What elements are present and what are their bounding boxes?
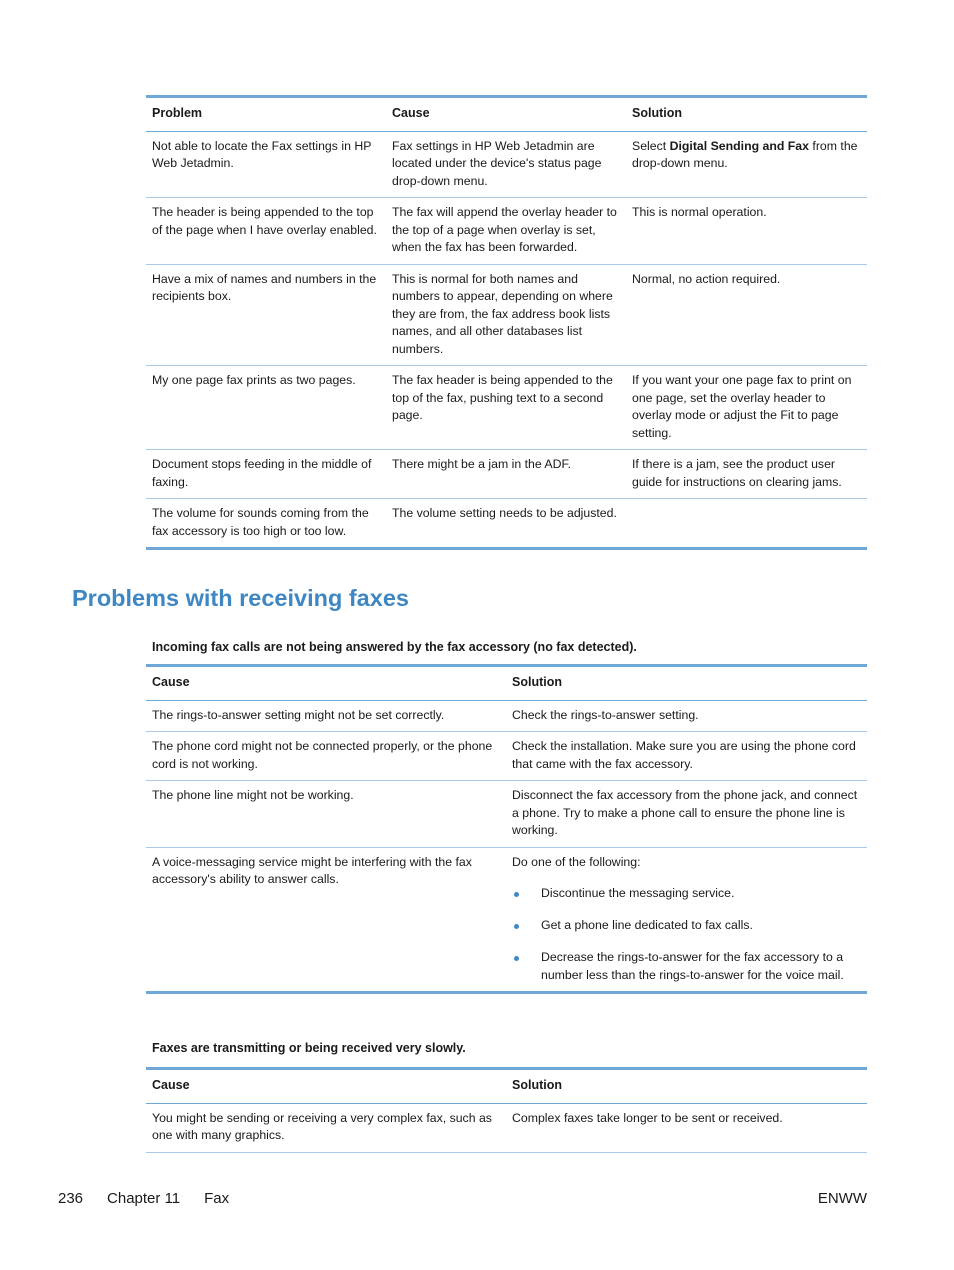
slow-fax-table xyxy=(146,1067,867,1153)
table-row xyxy=(146,450,867,499)
table-row xyxy=(146,847,867,993)
solution-bullet-list xyxy=(512,885,861,984)
solution-intro: Do one of the following: xyxy=(512,854,641,869)
column-header-solution: Solution xyxy=(506,666,867,701)
table-header-row xyxy=(146,97,867,132)
solution-cell: Complex faxes take longer to be sent or received. xyxy=(506,1103,867,1152)
list-item-text: Get a phone line dedicated to fax calls. xyxy=(541,918,753,932)
section-heading: Problems with receiving faxes xyxy=(72,585,409,611)
chapter-label: Chapter 11 xyxy=(107,1190,181,1207)
problem-cell: The volume for sounds coming from the fax accessory is too high or too low. xyxy=(146,499,386,549)
cause-cell: You might be sending or receiving a very complex fax, such as one with many graphics. xyxy=(146,1103,506,1152)
cause-cell: The fax header is being appended to the top of the fax, pushing text to a second page. xyxy=(386,366,626,450)
solution-cell: This is normal operation. xyxy=(626,198,867,265)
problem-cell: Not able to locate the Fax settings in HP Web Jetadmin. xyxy=(146,131,386,198)
page-footer-left xyxy=(58,1188,253,1210)
solution-cell: Check the rings-to-answer setting. xyxy=(506,700,867,732)
solution-cell xyxy=(626,131,867,198)
cause-cell: A voice-messaging service might be interfering with the fax accessory's ability to answer calls. xyxy=(146,847,506,993)
solution-text: Select xyxy=(632,138,670,153)
bullet-icon xyxy=(514,892,519,897)
problem-cell: The header is being appended to the top of the page when I have overlay enabled. xyxy=(146,198,386,265)
page-footer-right: ENWW xyxy=(817,1190,867,1207)
table-row xyxy=(146,1103,867,1152)
cause-cell: This is normal for both names and numbers to appear, depending on where they are from, the fax address book lists names, and all other databases list numbers. xyxy=(386,264,626,366)
list-item-text: Decrease the rings-to-answer for the fax accessory to a number less than the rings-to-answer for the voice mail. xyxy=(541,950,844,982)
column-header-solution: Solution xyxy=(506,1069,867,1104)
solution-text: from the drop-down menu. xyxy=(632,138,858,170)
bullet-icon xyxy=(514,956,519,961)
list-item xyxy=(512,917,861,935)
column-header-cause: Cause xyxy=(386,97,626,132)
table-row xyxy=(146,499,867,549)
solution-cell: Check the installation. Make sure you are using the phone cord that came with the fax accessory. xyxy=(506,732,867,781)
cause-cell: The phone cord might not be connected properly, or the phone cord is not working. xyxy=(146,732,506,781)
list-item xyxy=(512,885,861,903)
solution-cell: If there is a jam, see the product user guide for instructions on clearing jams. xyxy=(626,450,867,499)
cause-cell: Fax settings in HP Web Jetadmin are located under the device's status page drop-down menu. xyxy=(386,131,626,198)
cause-cell: The phone line might not be working. xyxy=(146,781,506,848)
column-header-cause: Cause xyxy=(146,666,506,701)
table-row xyxy=(146,366,867,450)
table-header-row xyxy=(146,1069,867,1104)
problem-cell: My one page fax prints as two pages. xyxy=(146,366,386,450)
table-title-slow-fax: Faxes are transmitting or being received very slowly. xyxy=(152,1041,466,1055)
table-row xyxy=(146,732,867,781)
no-fax-detected-table xyxy=(146,664,867,994)
page-number: 236 xyxy=(58,1190,84,1207)
solution-cell: Disconnect the fax accessory from the phone jack, and connect a phone. Try to make a phone call to ensure the phone line is working. xyxy=(506,781,867,848)
solution-cell xyxy=(626,499,867,549)
problem-cell: Have a mix of names and numbers in the recipients box. xyxy=(146,264,386,366)
solution-cell: If you want your one page fax to print on one page, set the overlay header to overlay mode or adjust the Fit to page setting. xyxy=(626,366,867,450)
fax-troubleshooting-table xyxy=(146,95,867,550)
table-row xyxy=(146,198,867,265)
table-title-no-fax-detected: Incoming fax calls are not being answered by the fax accessory (no fax detected). xyxy=(152,640,637,654)
table-header-row xyxy=(146,666,867,701)
column-header-problem: Problem xyxy=(146,97,386,132)
table-row xyxy=(146,781,867,848)
solution-cell: Normal, no action required. xyxy=(626,264,867,366)
cause-cell: The volume setting needs to be adjusted. xyxy=(386,499,626,549)
cause-cell: There might be a jam in the ADF. xyxy=(386,450,626,499)
menu-option-name: Digital Sending and Fax xyxy=(669,138,809,153)
list-item-text: Discontinue the messaging service. xyxy=(541,886,735,900)
table-row xyxy=(146,700,867,732)
table-row xyxy=(146,131,867,198)
column-header-solution: Solution xyxy=(626,97,867,132)
solution-cell xyxy=(506,847,867,993)
bullet-icon xyxy=(514,924,519,929)
chapter-section: Fax xyxy=(204,1190,230,1207)
cause-cell: The fax will append the overlay header to the top of a page when overlay is set, when the fax has been forwarded. xyxy=(386,198,626,265)
column-header-cause: Cause xyxy=(146,1069,506,1104)
table-row xyxy=(146,264,867,366)
problem-cell: Document stops feeding in the middle of faxing. xyxy=(146,450,386,499)
list-item xyxy=(512,949,861,984)
cause-cell: The rings-to-answer setting might not be set correctly. xyxy=(146,700,506,732)
